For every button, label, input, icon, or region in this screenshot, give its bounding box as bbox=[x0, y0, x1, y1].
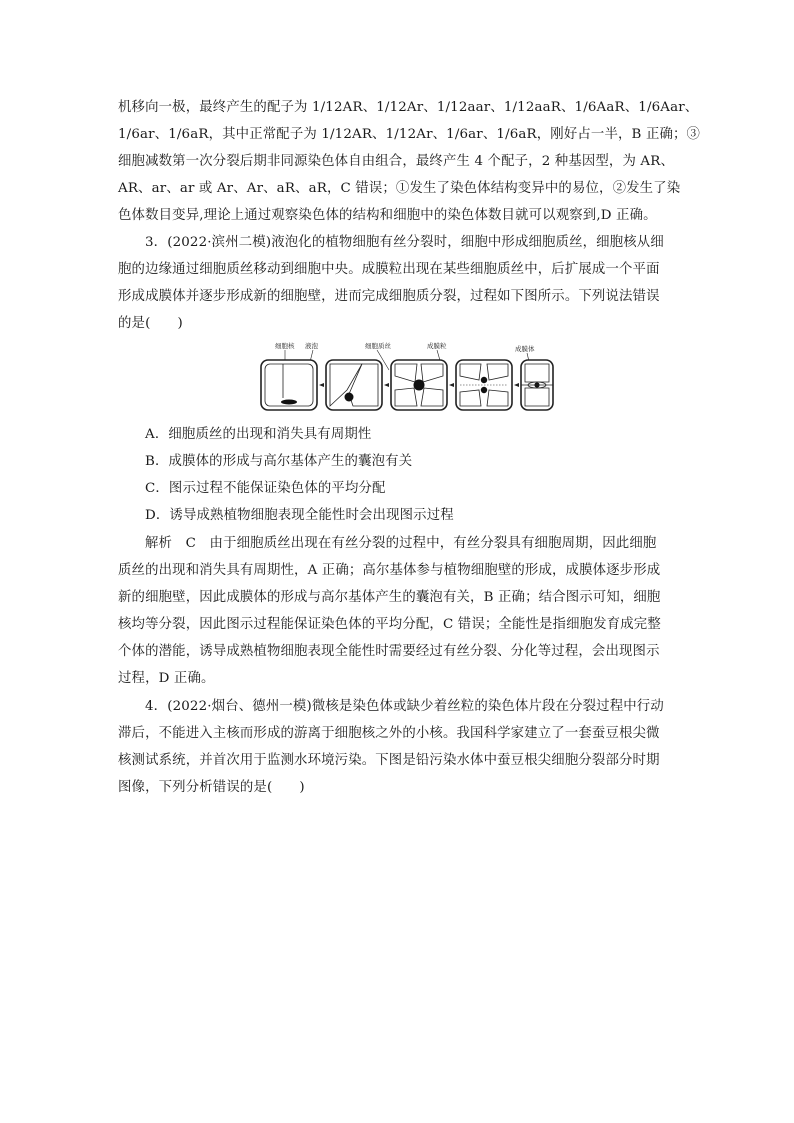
cell-stage-5 bbox=[521, 360, 553, 410]
label-vacuole: 液泡 bbox=[305, 342, 318, 350]
question-4-stem: 图像，下列分析错误的是( ) bbox=[118, 780, 305, 795]
question-3-stem: 3．(2022·滨州二模)液泡化的植物细胞有丝分裂时，细胞中形成细胞质丝，细胞核从细 bbox=[145, 235, 664, 250]
text-line: 机移向一极，最终产生的配子为 1/12AR、1/12Ar、1/12aar、1/12aaR、1/6AaR、1/6Aar、 bbox=[118, 100, 699, 115]
option-c: C．图示过程不能保证染色体的平均分配 bbox=[145, 481, 386, 496]
text-line: AR、ar、ar 或 Ar、Ar、aR、aR，C 错误；①发生了染色体结构变异中的易位，②发生了染 bbox=[118, 181, 681, 196]
question-4-stem: 4．(2022·烟台、德州一模)微核是染色体或缺少着丝粒的染色体片段在分裂过程中行动 bbox=[145, 699, 664, 714]
question-3-stem: 形成成膜体并逐步形成新的细胞壁，进而完成细胞质分裂，过程如下图所示。下列说法错误 bbox=[118, 289, 660, 304]
cell-stage-3 bbox=[391, 360, 447, 410]
question-4-stem: 滞后，不能进入主核而形成的游离于细胞核之外的小核。我国科学家建立了一套蚕豆根尖微 bbox=[118, 726, 660, 741]
label-phragmoplast-granule: 成膜粒 bbox=[427, 342, 447, 350]
cell-stage-1 bbox=[261, 360, 317, 410]
text-line: 色体数目变异,理论上通过观察染色体的结构和细胞中的染色体数目就可以观察到,D 正确。 bbox=[118, 208, 657, 223]
label-nucleus: 细胞核 bbox=[275, 342, 295, 350]
label-phragmoplast: 成膜体 bbox=[515, 345, 535, 353]
cell-division-figure bbox=[257, 338, 557, 416]
question-3-stem: 的是( ) bbox=[118, 316, 183, 331]
option-a: A．细胞质丝的出现和消失具有周期性 bbox=[145, 427, 372, 442]
label-cytoplasmic-strand: 细胞质丝 bbox=[365, 342, 391, 350]
cell-stage-4 bbox=[456, 360, 512, 410]
analysis-line: 质丝的出现和消失具有周期性，A 正确；高尔基体参与植物细胞壁的形成，成膜体逐步形成 bbox=[118, 563, 661, 578]
cell-division-diagram bbox=[257, 338, 557, 416]
text-line: 细胞减数第一次分裂后期非同源染色体自由组合，最终产生 4 个配子，2 种基因型，为 AR、 bbox=[118, 154, 675, 169]
option-b: B．成膜体的形成与高尔基体产生的囊泡有关 bbox=[145, 454, 413, 469]
text-line: 1/6ar、1/6aR，其中正常配子为 1/12AR、1/12Ar、1/6ar、1/6aR，刚好占一半，B 正确；③ bbox=[118, 127, 701, 142]
analysis-line: 新的细胞壁，因此成膜体的形成与高尔基体产生的囊泡有关，B 正确；结合图示可知，细胞 bbox=[118, 590, 661, 605]
question-4-stem: 核测试系统，并首次用于监测水环境污染。下图是铅污染水体中蚕豆根尖细胞分裂部分时期 bbox=[118, 753, 660, 768]
analysis-line: 核均等分裂，因此图示过程能保证染色体的平均分配，C 错误；全能性是指细胞发育成完整 bbox=[118, 617, 661, 632]
question-3-stem: 胞的边缘通过细胞质丝移动到细胞中央。成膜粒出现在某些细胞质丝中，后扩展成一个平面 bbox=[118, 262, 660, 277]
option-d: D．诱导成熟植物细胞表现全能性时会出现图示过程 bbox=[145, 508, 454, 523]
cell-stage-2 bbox=[326, 360, 382, 410]
analysis-line: 个体的潜能，诱导成熟植物细胞表现全能性时需要经过有丝分裂、分化等过程，会出现图示 bbox=[118, 644, 660, 659]
analysis-line: 过程，D 正确。 bbox=[118, 671, 215, 686]
analysis-line: 解析 C 由于细胞质丝出现在有丝分裂的过程中，有丝分裂具有细胞周期，因此细胞 bbox=[145, 536, 657, 551]
